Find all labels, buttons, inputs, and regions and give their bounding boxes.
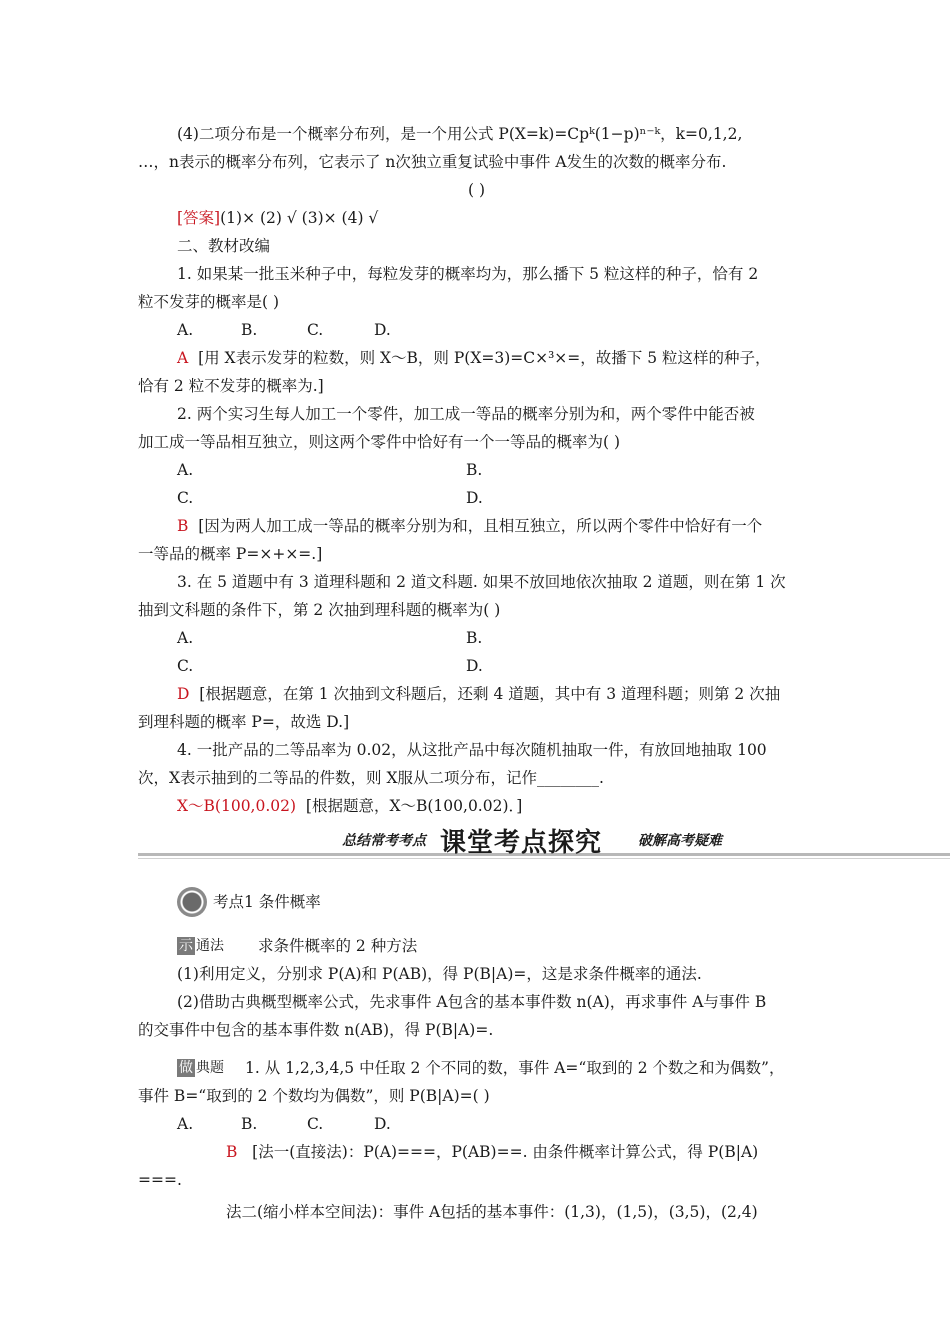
q4-solution: [根据题意，X～B(100,0.02)．]	[305, 797, 523, 815]
kaodian-circle-icon	[177, 887, 207, 917]
q4-answer-line	[177, 796, 522, 816]
tag-example-box: 做	[179, 1060, 193, 1076]
q3-solution-line1	[177, 684, 780, 704]
answer-text: (1)× (2) √ (3)× (4) √	[220, 209, 379, 227]
tag-example-label: 典题	[196, 1060, 224, 1076]
q1-option-d: D.	[374, 321, 391, 339]
answer-label: [答案]	[177, 209, 221, 227]
q3-solution-text: [根据题意，在第 1 次抽到文科题后，还剩 4 道题，其中有 3 道理科题；则第 2 次抽	[199, 685, 781, 703]
q4-line1: 4. 一批产品的二等品率为 0.02，从这批产品中每次随机抽取一件，有放回地抽取 100	[177, 741, 767, 759]
item4-line1: (4)二项分布是一个概率分布列，是一个用公式 P(X=k)=Cpᵏ(1−p)ⁿ⁻ᵏ，k=0,1,2,	[177, 125, 743, 143]
banner-left-text: 总结常考考点	[342, 833, 426, 849]
q2-solution-line1	[177, 516, 762, 536]
q1-line2: 粒不发芽的概率是( )	[138, 293, 280, 311]
answer-line	[177, 208, 378, 228]
q1-answer-letter: A	[177, 349, 189, 367]
q1-solution-line1	[177, 348, 771, 368]
item4-line2: …，n表示的概率分布列，它表示了 n次独立重复试验中事件 A发生的次数的概率分布.	[138, 153, 727, 171]
q2-line2: 加工成一等品相互独立，则这两个零件中恰好有一个一等品的概率为( )	[138, 433, 621, 451]
q2-line1: 2. 两个实习生每人加工一个零件，加工成一等品的概率分别为和，两个零件中能否被	[177, 405, 755, 423]
banner-right-text: 破解高考疑难	[638, 833, 722, 849]
ex1-line2: 事件 B=“取到的 2 个数均为偶数”，则 P(B|A)=( )	[138, 1087, 490, 1105]
q2-option-b: B.	[466, 461, 483, 479]
q3-answer-letter: D	[177, 685, 190, 703]
method-2-line2: 的交事件中包含的基本事件数 n(AB)，得 P(B|A)=.	[138, 1021, 494, 1039]
section-banner	[138, 822, 950, 862]
q4-line2: 次，X表示抽到的二等品的件数，则 X服从二项分布，记作________.	[138, 769, 604, 787]
tag-method-box: 示	[179, 938, 193, 954]
method-2-line1: (2)借助古典概型概率公式，先求事件 A包含的基本事件数 n(A)，再求事件 A与事件 B	[177, 993, 767, 1011]
q1-solution-line2: 恰有 2 粒不发芽的概率为.]	[138, 377, 324, 395]
q3-option-d: D.	[466, 657, 483, 675]
q3-line1: 3. 在 5 道题中有 3 道理科题和 2 道文科题. 如果不放回地依次抽取 2 道题，则在第 1 次	[177, 573, 786, 591]
q3-option-a: A.	[177, 629, 194, 647]
q1-option-a: A.	[177, 321, 194, 339]
heading-textbook: 二、教材改编	[177, 237, 271, 255]
ex1-option-d: D.	[374, 1115, 391, 1133]
method-1: (1)利用定义，分别求 P(A)和 P(AB)，得 P(B|A)=，这是求条件概率的通法.	[177, 965, 702, 983]
q2-answer-letter: B	[177, 517, 189, 535]
q4-answer: X～B(100,0.02)	[177, 797, 297, 815]
banner-title: 课堂考点探究	[440, 828, 603, 858]
q2-option-c: C.	[177, 489, 194, 507]
q2-option-a: A.	[177, 461, 194, 479]
q2-solution-line2: 一等品的概率 P=×+×=.]	[138, 545, 323, 563]
ex1-option-b: B.	[241, 1115, 258, 1133]
q1-option-c: C.	[307, 321, 324, 339]
tag-example	[177, 1059, 224, 1077]
tag-method-label: 通法	[196, 938, 224, 954]
q3-line2: 抽到文科题的条件下，第 2 次抽到理科题的概率为( )	[138, 601, 501, 619]
q2-solution-text: [因为两人加工成一等品的概率分别为和，且相互独立，所以两个零件中恰好有一个	[198, 517, 763, 535]
ex1-solution-text: [法一(直接法)：P(A)===，P(AB)==. 由条件概率计算公式，得 P(B|A)	[252, 1143, 759, 1161]
ex1-line1: 1. 从 1,2,3,4,5 中任取 2 个不同的数，事件 A=“取到的 2 个数之和为偶数”，	[245, 1059, 785, 1077]
q2-option-d: D.	[466, 489, 483, 507]
q3-option-c: C.	[177, 657, 194, 675]
ex1-option-c: C.	[307, 1115, 324, 1133]
answer-paren: ( )	[468, 181, 486, 199]
tag-method	[177, 937, 224, 955]
q3-solution-line2: 到理科题的概率 P=，故选 D.]	[138, 713, 350, 731]
ex1-answer-letter: B	[226, 1143, 238, 1161]
q3-option-b: B.	[466, 629, 483, 647]
ex1-solution-line2: ===.	[138, 1171, 182, 1189]
q1-solution-text: [用 X表示发芽的粒数，则 X～B，则 P(X=3)=C×³×=，故播下 5 粒这样的种子，	[198, 349, 771, 367]
ex1-option-a: A.	[177, 1115, 194, 1133]
ex1-solution-line3: 法二(缩小样本空间法)：事件 A包括的基本事件：(1,3)，(1,5)，(3,5)，(2,4)	[226, 1203, 758, 1221]
ex1-solution-line1	[226, 1142, 758, 1162]
kaodian-title: 考点1 条件概率	[213, 893, 321, 911]
q1-line1: 1. 如果某一批玉米种子中，每粒发芽的概率均为，那么播下 5 粒这样的种子，恰有 2	[177, 265, 759, 283]
q1-option-b: B.	[241, 321, 258, 339]
method-heading: 求条件概率的 2 种方法	[258, 937, 418, 955]
